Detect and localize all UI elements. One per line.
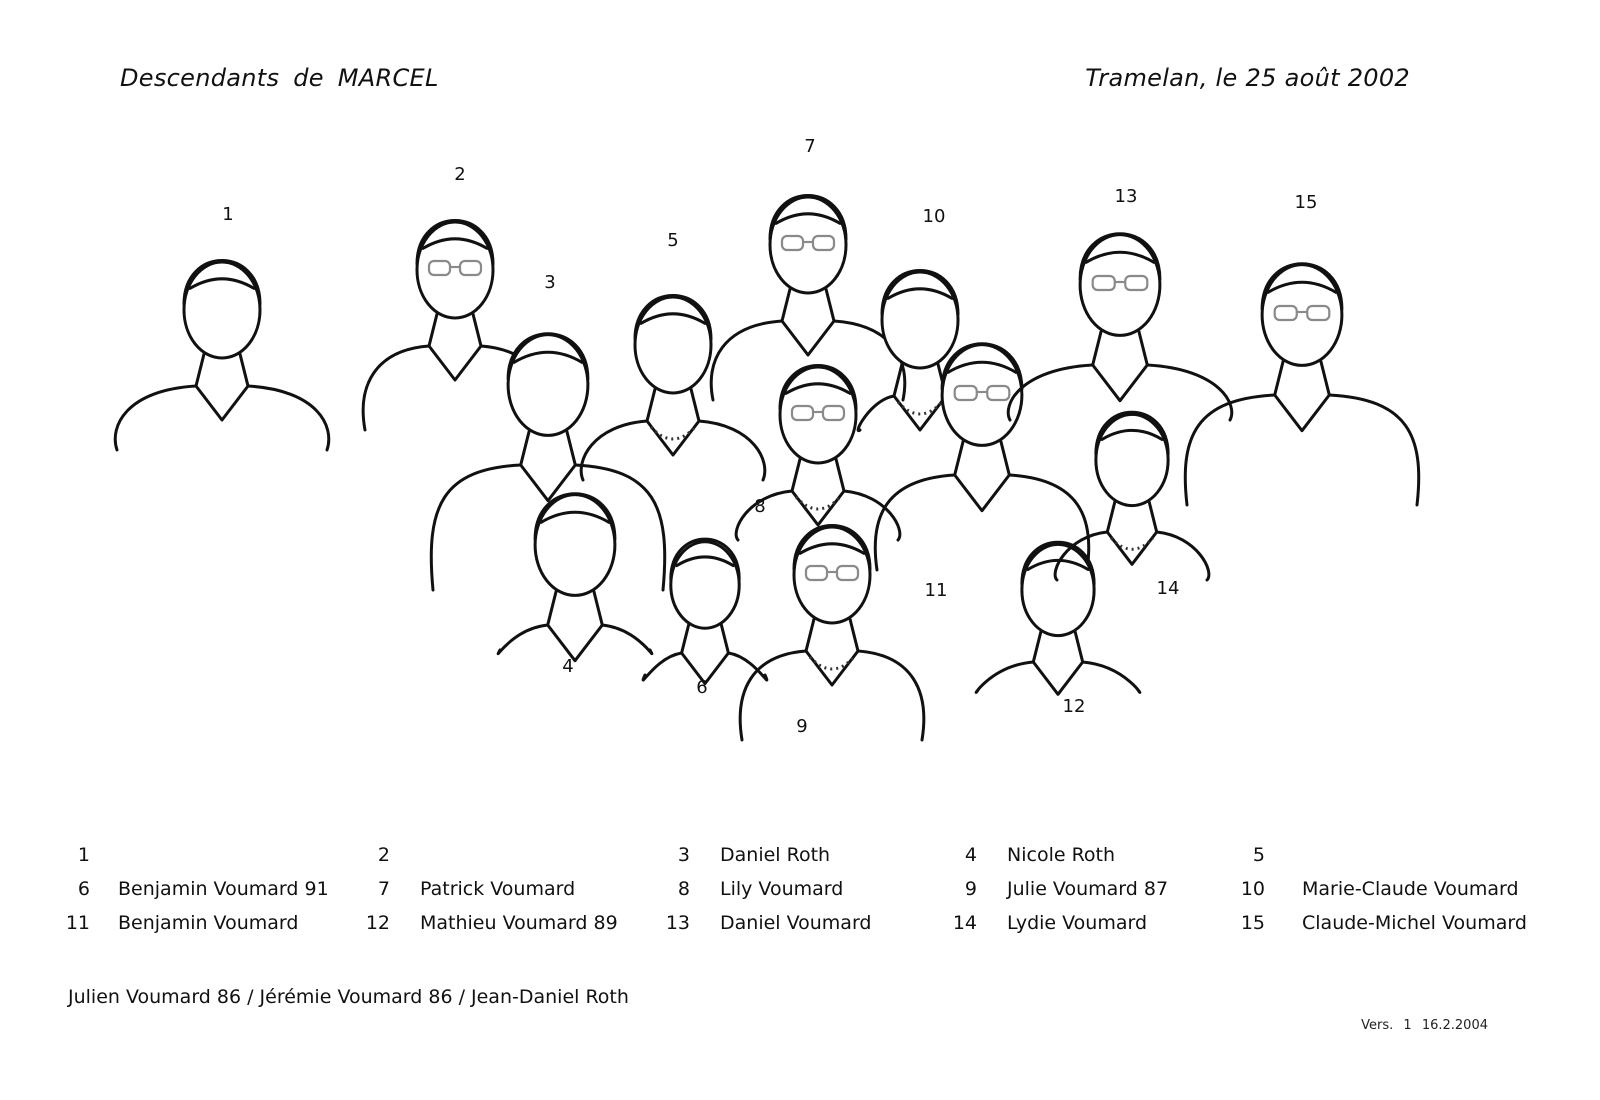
body-outline xyxy=(1008,331,1232,420)
legend-name: Benjamin Voumard xyxy=(118,912,299,934)
body-outline xyxy=(976,632,1140,693)
figure-number-label: 2 xyxy=(454,164,466,185)
person-figure-6 xyxy=(643,539,767,698)
head xyxy=(635,297,711,393)
collar xyxy=(429,346,481,380)
figure-number-label: 3 xyxy=(544,272,556,293)
legend-number: 4 xyxy=(964,844,977,866)
legend-name: Marie-Claude Voumard xyxy=(1302,878,1519,900)
legend-name: Lydie Voumard xyxy=(1007,912,1148,934)
legend-name: Nicole Roth xyxy=(1007,844,1116,866)
figure-number-label: 14 xyxy=(1156,578,1180,599)
legend-number: 8 xyxy=(677,878,690,900)
legend-number: 1 xyxy=(77,844,90,866)
head xyxy=(508,335,588,436)
collar xyxy=(1093,365,1148,401)
legend-name: Benjamin Voumard 91 xyxy=(118,878,329,900)
legend-name: Mathieu Voumard 89 xyxy=(420,912,618,934)
figure-number-label: 8 xyxy=(754,496,766,517)
figure-number-label: 15 xyxy=(1294,192,1318,213)
person-figure-13 xyxy=(1008,186,1232,420)
person-figure-15 xyxy=(1185,192,1418,505)
collar xyxy=(1275,395,1330,431)
figure-number-label: 9 xyxy=(796,716,808,737)
person-figure-5 xyxy=(581,230,765,480)
figure-number-label: 6 xyxy=(696,677,708,698)
collar xyxy=(196,386,248,420)
head xyxy=(184,262,260,358)
person-figure-12 xyxy=(976,542,1140,717)
body-outline xyxy=(581,389,765,480)
person-figure-9 xyxy=(740,526,924,741)
figure-number-label: 13 xyxy=(1114,186,1138,207)
body-outline xyxy=(115,354,329,450)
place-and-date: Tramelan, le 25 août 2002 xyxy=(1085,64,1410,92)
legend-number: 2 xyxy=(377,844,390,866)
legend-name: Julie Voumard 87 xyxy=(1007,878,1169,900)
collar xyxy=(1033,662,1082,694)
legend-name: Patrick Voumard xyxy=(420,878,576,900)
legend-name: Daniel Voumard xyxy=(720,912,872,934)
head xyxy=(671,542,739,628)
legend-number: 9 xyxy=(964,878,977,900)
legend-number: 10 xyxy=(1240,878,1265,900)
person-figure-1 xyxy=(115,204,329,450)
legend-number: 7 xyxy=(377,878,390,900)
legend-name: Daniel Roth xyxy=(720,844,831,866)
figure-number-label: 11 xyxy=(924,580,948,601)
legend-number: 6 xyxy=(77,878,90,900)
collar xyxy=(955,475,1010,511)
head xyxy=(882,272,958,368)
document-title: Descendants de MARCEL xyxy=(120,64,439,92)
body-outline xyxy=(498,591,652,653)
legend-name: Claude-Michel Voumard xyxy=(1302,912,1527,934)
figure-number-label: 5 xyxy=(667,230,679,251)
legend-number: 3 xyxy=(677,844,690,866)
collar xyxy=(548,625,603,661)
figure-number-label: 10 xyxy=(922,206,946,227)
figure-number-label: 4 xyxy=(562,656,574,677)
person-figure-7 xyxy=(711,136,905,400)
other-descendants: Julien Voumard 86 / Jérémie Voumard 86 / Jean-Daniel Roth xyxy=(68,986,629,1008)
legend-number: 12 xyxy=(365,912,390,934)
version-note: Vers. 1 16.2.2004 xyxy=(1361,1018,1488,1033)
body-outline xyxy=(643,624,767,680)
figure-number-label: 7 xyxy=(804,136,816,157)
legend-number: 5 xyxy=(1252,844,1265,866)
legend-number: 13 xyxy=(665,912,690,934)
body-outline xyxy=(1185,361,1418,505)
head xyxy=(1096,414,1168,505)
legend-number: 15 xyxy=(1240,912,1265,934)
figure-number-label: 1 xyxy=(222,204,234,225)
head xyxy=(1022,544,1094,635)
legend-number: 11 xyxy=(65,912,90,934)
collar xyxy=(782,321,834,355)
legend-name: Lily Voumard xyxy=(720,878,844,900)
legend-number: 14 xyxy=(952,912,977,934)
person-figure-4 xyxy=(498,494,652,677)
head xyxy=(535,495,615,596)
figure-number-label: 12 xyxy=(1062,696,1086,717)
